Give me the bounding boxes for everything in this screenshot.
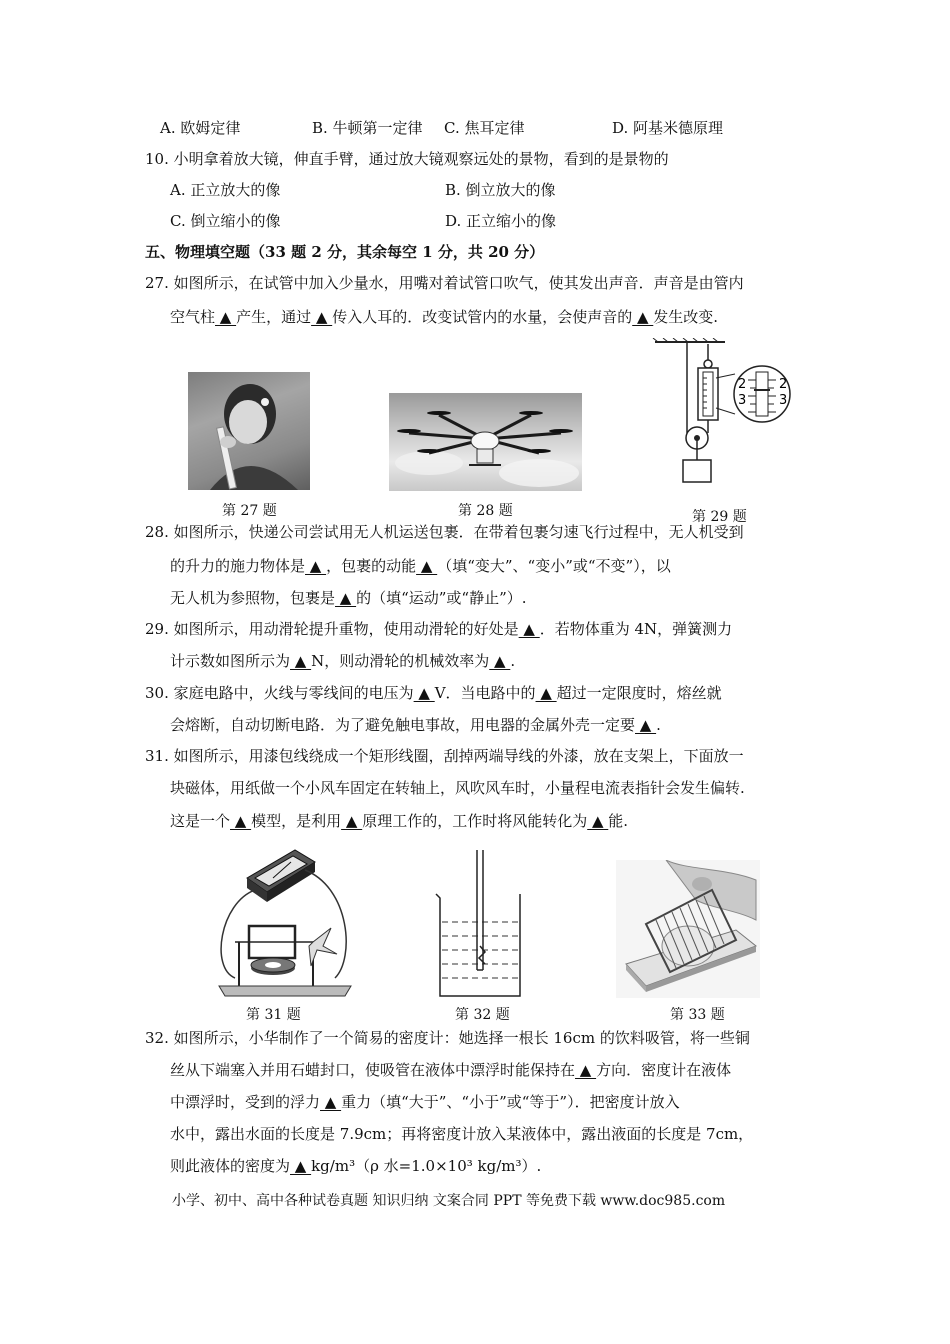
figure-33-photo bbox=[616, 860, 760, 998]
answer-blank: ▲ bbox=[413, 684, 435, 702]
answer-blank: ▲ bbox=[535, 684, 557, 702]
answer-blank: ▲ bbox=[311, 308, 333, 326]
caption-33: 第 33 题 bbox=[670, 1007, 725, 1023]
q32-line-5: 则此液体的密度为 ▲ kg/m³（ρ 水=1.0×10³ kg/m³）. bbox=[170, 1157, 542, 1175]
answer-blank: ▲ bbox=[305, 557, 327, 575]
figure-32-diagram bbox=[430, 850, 530, 1000]
answer-blank: ▲ bbox=[632, 308, 654, 326]
answer-blank: ▲ bbox=[290, 652, 312, 670]
q30-line-2: 会熔断，自动切断电路．为了避免触电事故，用电器的金属外壳一定要 ▲ . bbox=[170, 716, 661, 734]
scale-label-left-top: 2 bbox=[738, 377, 747, 392]
q29-line-2: 计示数如图所示为 ▲ N，则动滑轮的机械效率为 ▲ . bbox=[170, 652, 516, 670]
scale-label-right-bottom: 3 bbox=[779, 393, 788, 408]
caption-27: 第 27 题 bbox=[222, 503, 277, 519]
q29-line-1: 29. 如图所示，用动滑轮提升重物，使用动滑轮的好处是 ▲ ．若物体重为 4N，弹簧测力 bbox=[145, 620, 733, 638]
answer-blank: ▲ bbox=[635, 716, 657, 734]
q10-stem: 10. 小明拿着放大镜，伸直手臂，通过放大镜观察远处的景物，看到的是景物的 bbox=[145, 150, 669, 168]
page-footer: 小学、初中、高中各种试卷真题 知识归纳 文案合同 PPT 等免费下载 www.doc985.com bbox=[172, 1193, 726, 1209]
answer-blank: ▲ bbox=[341, 812, 363, 830]
answer-blank: ▲ bbox=[489, 652, 511, 670]
q9-option-c: C. 焦耳定律 bbox=[444, 119, 525, 137]
answer-blank: ▲ bbox=[416, 557, 438, 575]
q10-option-c: C. 倒立缩小的像 bbox=[170, 212, 281, 230]
answer-blank: ▲ bbox=[215, 308, 237, 326]
q10-option-d: D. 正立缩小的像 bbox=[445, 212, 557, 230]
q10-option-a: A. 正立放大的像 bbox=[170, 181, 281, 199]
answer-blank: ▲ bbox=[230, 812, 252, 830]
q32-line-3: 中漂浮时，受到的浮力 ▲ 重力（填“大于”、“小于”或“等于”）．把密度计放入 bbox=[170, 1093, 680, 1111]
answer-blank: ▲ bbox=[320, 1093, 342, 1111]
q10-option-b: B. 倒立放大的像 bbox=[445, 181, 556, 199]
answer-blank: ▲ bbox=[587, 812, 609, 830]
answer-blank: ▲ bbox=[575, 1061, 597, 1079]
q28-line-2: 的升力的施力物体是 ▲ ，包裹的动能 ▲ （填“变大”、“变小”或“不变”），以 bbox=[170, 557, 671, 575]
q32-line-1: 32. 如图所示，小华制作了一个简易的密度计：她选择一根长 16cm 的饮料吸管，将一些铜 bbox=[145, 1029, 750, 1047]
figure-29-diagram bbox=[650, 338, 815, 508]
caption-31: 第 31 题 bbox=[246, 1007, 301, 1023]
q31-line-3: 这是一个 ▲ 模型，是利用 ▲ 原理工作的，工作时将风能转化为 ▲ 能. bbox=[170, 812, 629, 830]
q30-line-1: 30. 家庭电路中，火线与零线间的电压为 ▲ V．当电路中的 ▲ 超过一定限度时，熔丝就 bbox=[145, 684, 722, 702]
q32-line-2: 丝从下端塞入并用石蜡封口，使吸管在液体中漂浮时能保持在 ▲ 方向．密度计在液体 bbox=[170, 1061, 732, 1079]
caption-29: 第 29 题 bbox=[692, 509, 747, 525]
q27-line-2: 空气柱 ▲ 产生，通过 ▲ 传入人耳的．改变试管内的水量，会使声音的 ▲ 发生改变. bbox=[170, 308, 719, 326]
q32-line-4: 水中，露出水面的长度是 7.9cm；再将密度计放入某液体中，露出液面的长度是 7cm， bbox=[170, 1125, 754, 1143]
caption-28: 第 28 题 bbox=[458, 503, 513, 519]
figure-31-diagram bbox=[215, 848, 355, 1000]
q31-line-2: 块磁体，用纸做一个小风车固定在转轴上，风吹风车时，小量程电流表指针会发生偏转. bbox=[170, 779, 745, 797]
scale-label-right-top: 2 bbox=[779, 377, 788, 392]
section-title: 五、物理填空题（33 题 2 分，其余每空 1 分，共 20 分） bbox=[145, 243, 545, 261]
q9-option-b: B. 牛顿第一定律 bbox=[312, 119, 423, 137]
scale-label-left-bottom: 3 bbox=[738, 393, 747, 408]
q31-line-1: 31. 如图所示，用漆包线绕成一个矩形线圈，刮掉两端导线的外漆，放在支架上，下面放一 bbox=[145, 747, 744, 765]
q28-line-1: 28. 如图所示，快递公司尝试用无人机运送包裹．在带着包裹匀速飞行过程中，无人机受到 bbox=[145, 523, 744, 541]
figure-27-photo bbox=[188, 372, 310, 490]
q27-line-1: 27. 如图所示，在试管中加入少量水，用嘴对着试管口吹气，使其发出声音．声音是由管内 bbox=[145, 274, 744, 292]
figure-28-photo bbox=[389, 393, 582, 491]
q9-option-d: D. 阿基米德原理 bbox=[612, 119, 724, 137]
q9-option-a: A. 欧姆定律 bbox=[160, 119, 241, 137]
answer-blank: ▲ bbox=[290, 1157, 312, 1175]
q28-line-3: 无人机为参照物，包裹是 ▲ 的（填“运动”或“静止”）. bbox=[170, 589, 527, 607]
caption-32: 第 32 题 bbox=[455, 1007, 510, 1023]
answer-blank: ▲ bbox=[518, 620, 540, 638]
answer-blank: ▲ bbox=[335, 589, 357, 607]
